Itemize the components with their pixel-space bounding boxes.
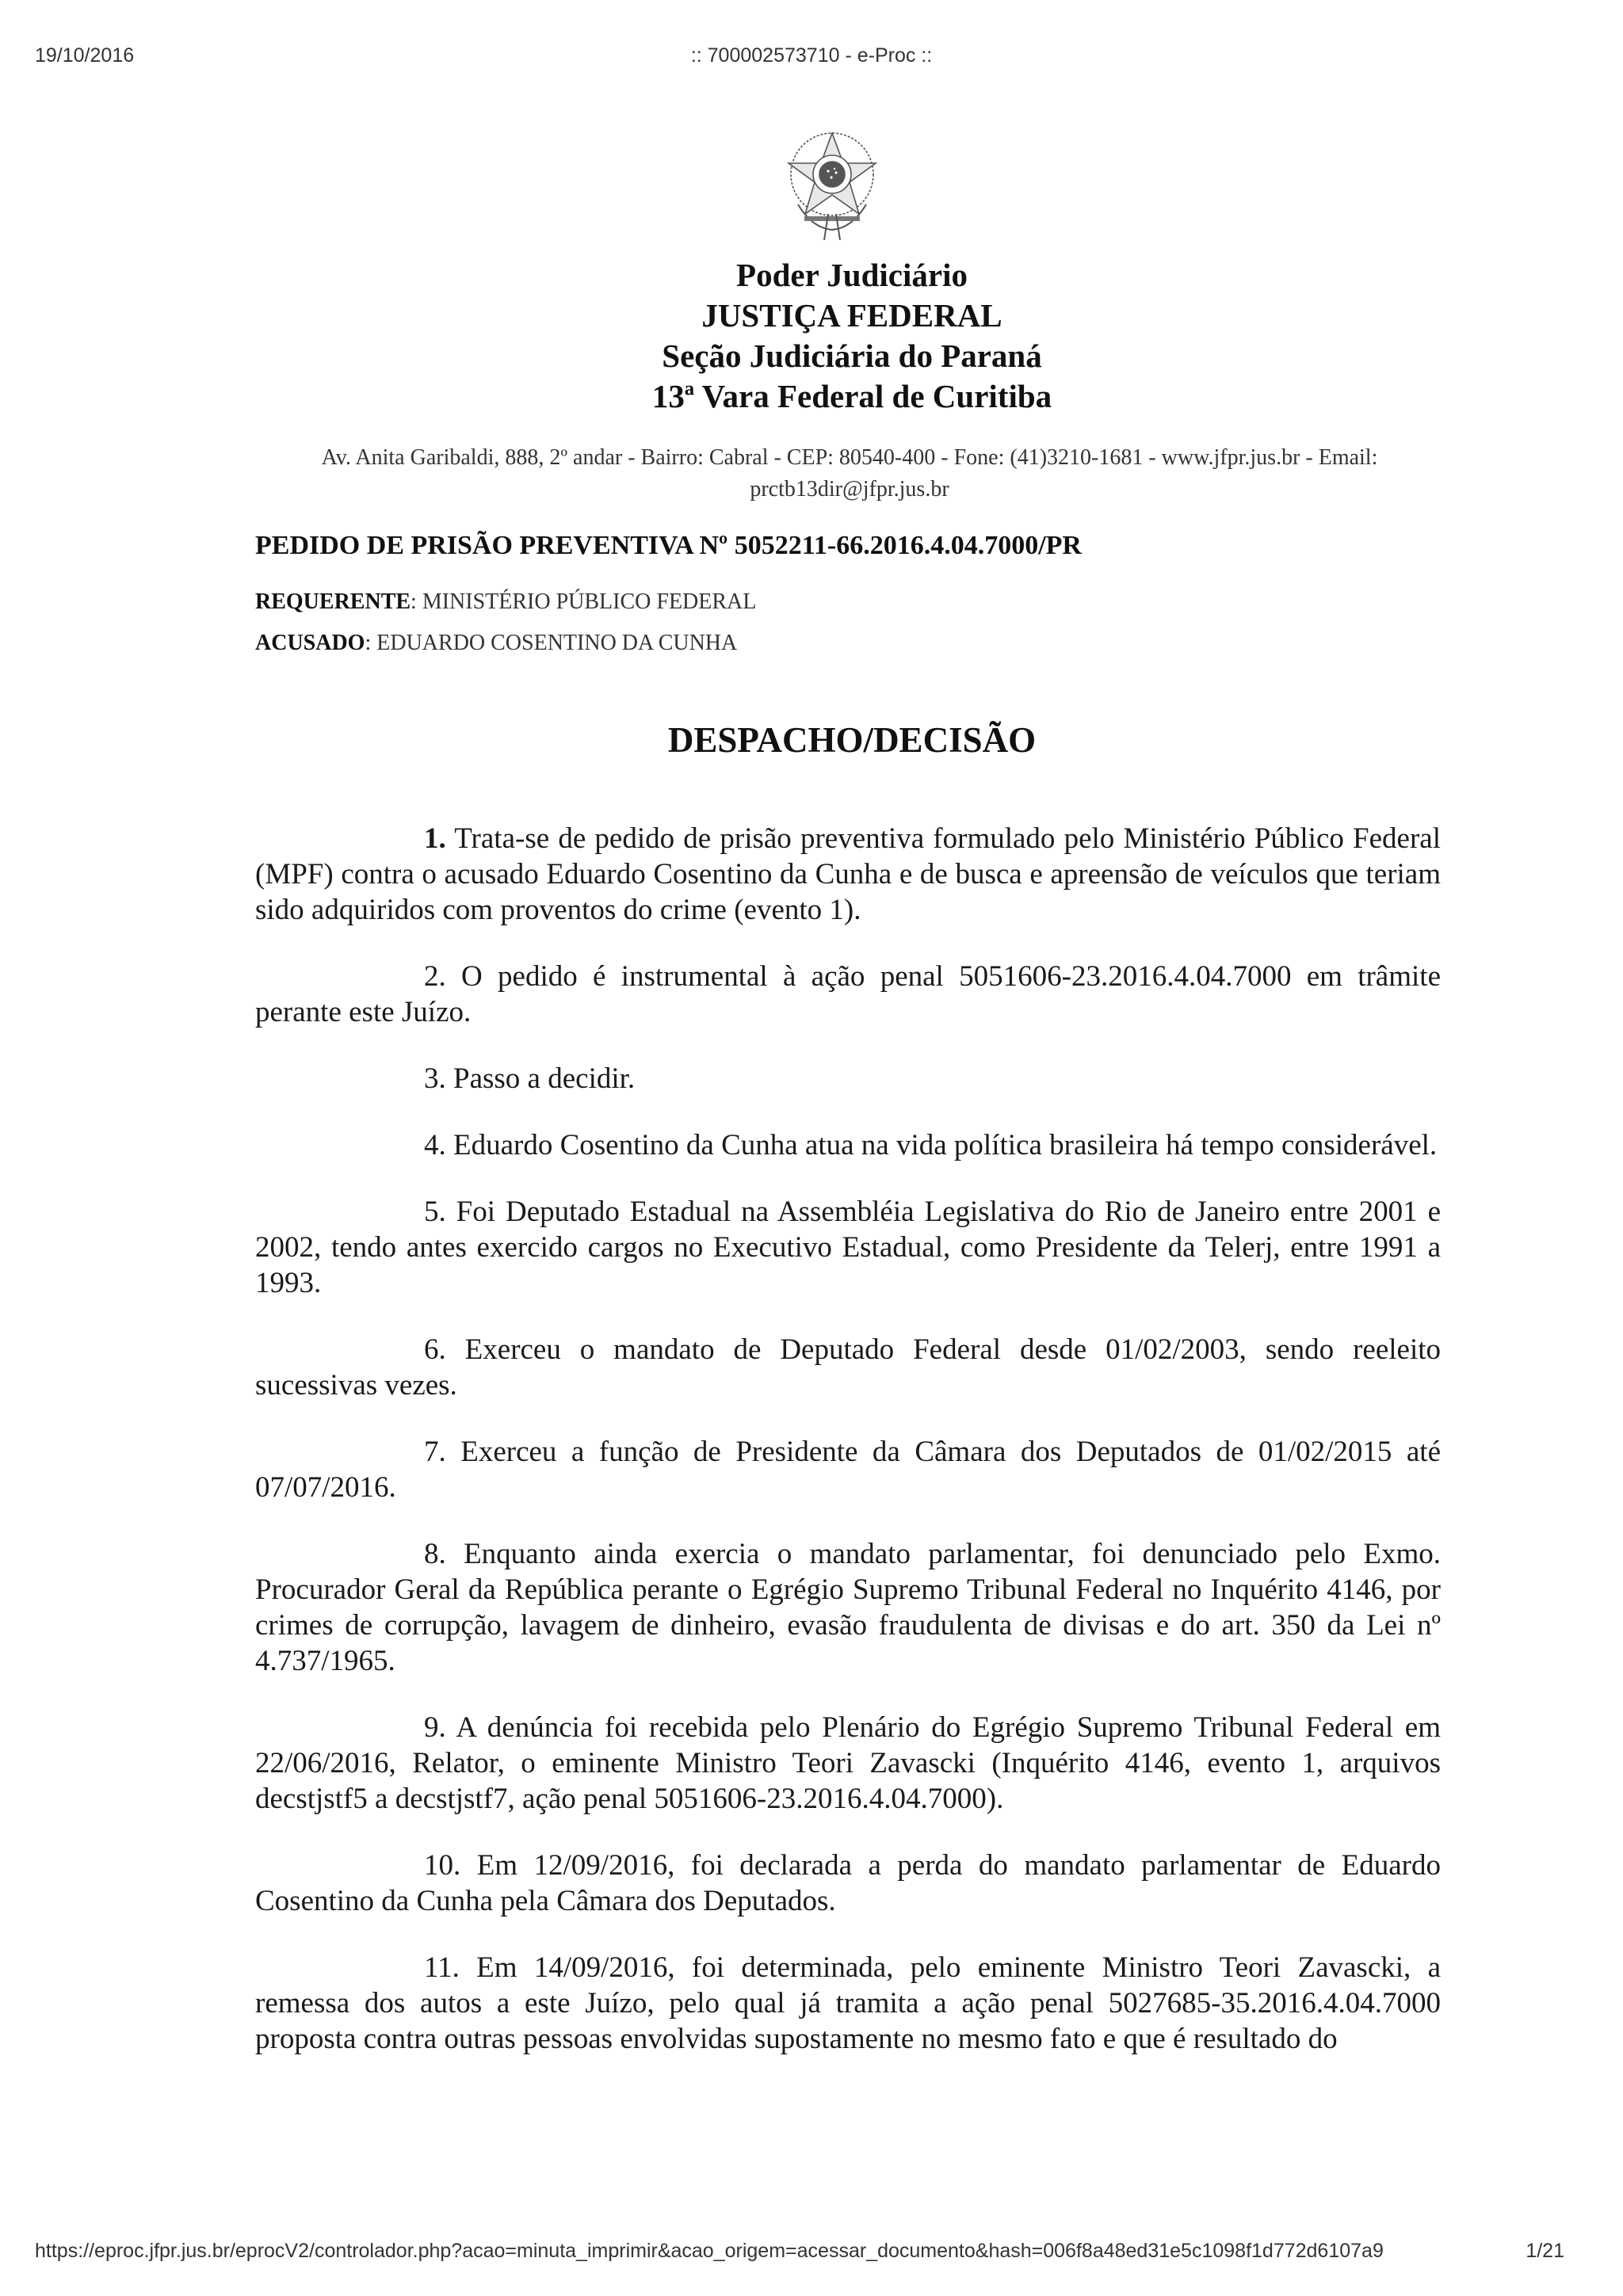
paragraph-5 xyxy=(255,1194,1441,1301)
paragraph-number: 8. xyxy=(424,1538,446,1570)
paragraph-number: 4. xyxy=(424,1129,446,1161)
paragraph-number: 10. xyxy=(424,1849,461,1882)
requerente-row xyxy=(255,589,756,615)
paragraph-text: A denúncia foi recebida pelo Plenário do Egrégio Supremo Tribunal Federal em 22/06/2016, Relator, o eminente Ministro Teori Zavascki (Inquérito 4146, evento 1, arquivos decstjstf5 a decstjstf7, ação penal 5051606-23.2016.4.04.7000). xyxy=(255,1711,1441,1815)
acusado-label: ACUSADO xyxy=(255,631,365,655)
court-address xyxy=(255,442,1444,505)
decision-body xyxy=(255,821,1441,2088)
court-line-4: 13ª Vara Federal de Curitiba xyxy=(651,378,1052,414)
paragraph-number: 9. xyxy=(424,1711,446,1744)
paragraph-text: Passo a decidir. xyxy=(445,1062,636,1095)
paragraph-text: Em 12/09/2016, foi declarada a perda do mandato parlamentar de Eduardo Cosentino da Cunha pela Câmara dos Deputados. xyxy=(255,1849,1441,1917)
paragraph-text: Trata-se de pedido de prisão preventiva formulado pelo Ministério Público Federal (MPF) contra o acusado Eduardo Cosentino da Cunha e de busca e apreensão de veículos que teriam sido adquiridos com proventos do crime (evento 1). xyxy=(255,822,1441,926)
requerente-label: REQUERENTE xyxy=(255,589,411,614)
address-line-1: Av. Anita Garibaldi, 888, 2º andar - Bairro: Cabral - CEP: 80540-400 - Fone: (41)3210-1681 - www.jfpr.jus.br - Email: xyxy=(321,445,1378,470)
acusado-row xyxy=(255,631,737,656)
paragraph-4 xyxy=(255,1127,1441,1163)
paragraph-text: Exerceu a função de Presidente da Câmara dos Deputados de 01/02/2015 até 07/07/2016. xyxy=(255,1436,1441,1504)
paragraph-number: 11. xyxy=(424,1951,460,1984)
paragraph-number: 1. xyxy=(424,822,446,855)
brazil-coat-of-arms-icon xyxy=(781,125,884,244)
paragraph-text: Em 14/09/2016, foi determinada, pelo eminente Ministro Teori Zavascki, a remessa dos autos a este Juízo, pelo qual já tramita a ação penal 5027685-35.2016.4.04.7000 proposta contra outras pessoas envolvidas supostamente no mesmo fato e que é resultado do xyxy=(255,1951,1441,2055)
document-url: https://eproc.jfpr.jus.br/eprocV2/controlador.php?acao=minuta_imprimir&acao_origem=acessar_documento&hash=006f8a48ed31e5c1098f1d772d6107a9 xyxy=(35,2240,1384,2262)
paragraph-text: Eduardo Cosentino da Cunha atua na vida política brasileira há tempo considerável. xyxy=(445,1129,1438,1161)
paragraph-1 xyxy=(255,821,1441,928)
print-date: 19/10/2016 xyxy=(35,44,135,67)
acusado-value: : EDUARDO COSENTINO DA CUNHA xyxy=(365,631,738,655)
address-line-2: prctb13dir@jfpr.jus.br xyxy=(750,477,949,502)
paragraph-number: 5. xyxy=(424,1196,446,1228)
paragraph-11 xyxy=(255,1950,1441,2057)
page-number: 1/21 xyxy=(1526,2240,1564,2262)
paragraph-3 xyxy=(255,1061,1441,1097)
paragraph-6 xyxy=(255,1332,1441,1403)
requerente-value: : MINISTÉRIO PÚBLICO FEDERAL xyxy=(411,589,757,614)
paragraph-number: 6. xyxy=(424,1333,446,1366)
paragraph-text: Exerceu o mandato de Deputado Federal desde 01/02/2003, sendo reeleito sucessivas vezes. xyxy=(255,1333,1441,1402)
court-line-1: Poder Judiciário xyxy=(736,257,968,293)
paragraph-number: 2. xyxy=(424,960,446,993)
paragraph-9 xyxy=(255,1710,1441,1817)
court-line-3: Seção Judiciária do Paraná xyxy=(662,338,1042,374)
paragraph-8 xyxy=(255,1536,1441,1679)
document-title: DESPACHO/DECISÃO xyxy=(667,720,1037,760)
process-number: PEDIDO DE PRISÃO PREVENTIVA Nº 5052211-66.2016.4.04.7000/PR xyxy=(255,531,1082,560)
court-line-2: JUSTIÇA FEDERAL xyxy=(701,297,1002,334)
paragraph-number: 7. xyxy=(424,1436,446,1468)
paragraph-text: Enquanto ainda exercia o mandato parlamentar, foi denunciado pelo Exmo. Procurador Geral da República perante o Egrégio Supremo Tribunal Federal no Inquérito 4146, por crimes de corrupção, lavagem de dinheiro, evasão fraudulenta de divisas e do art. 350 da Lei nº 4.737/1965. xyxy=(255,1538,1441,1677)
print-title: :: 700002573710 - e-Proc :: xyxy=(690,44,933,67)
paragraph-10 xyxy=(255,1848,1441,1919)
paragraph-text: O pedido é instrumental à ação penal 5051606-23.2016.4.04.7000 em trâmite perante este Juízo. xyxy=(255,960,1441,1028)
paragraph-2 xyxy=(255,959,1441,1030)
paragraph-7 xyxy=(255,1434,1441,1505)
court-heading xyxy=(0,255,1623,417)
paragraph-number: 3. xyxy=(424,1062,446,1095)
paragraph-text: Foi Deputado Estadual na Assembléia Legislativa do Rio de Janeiro entre 2001 e 2002, tendo antes exercido cargos no Executivo Estadual, como Presidente da Telerj, entre 1991 a 1993. xyxy=(255,1196,1441,1299)
